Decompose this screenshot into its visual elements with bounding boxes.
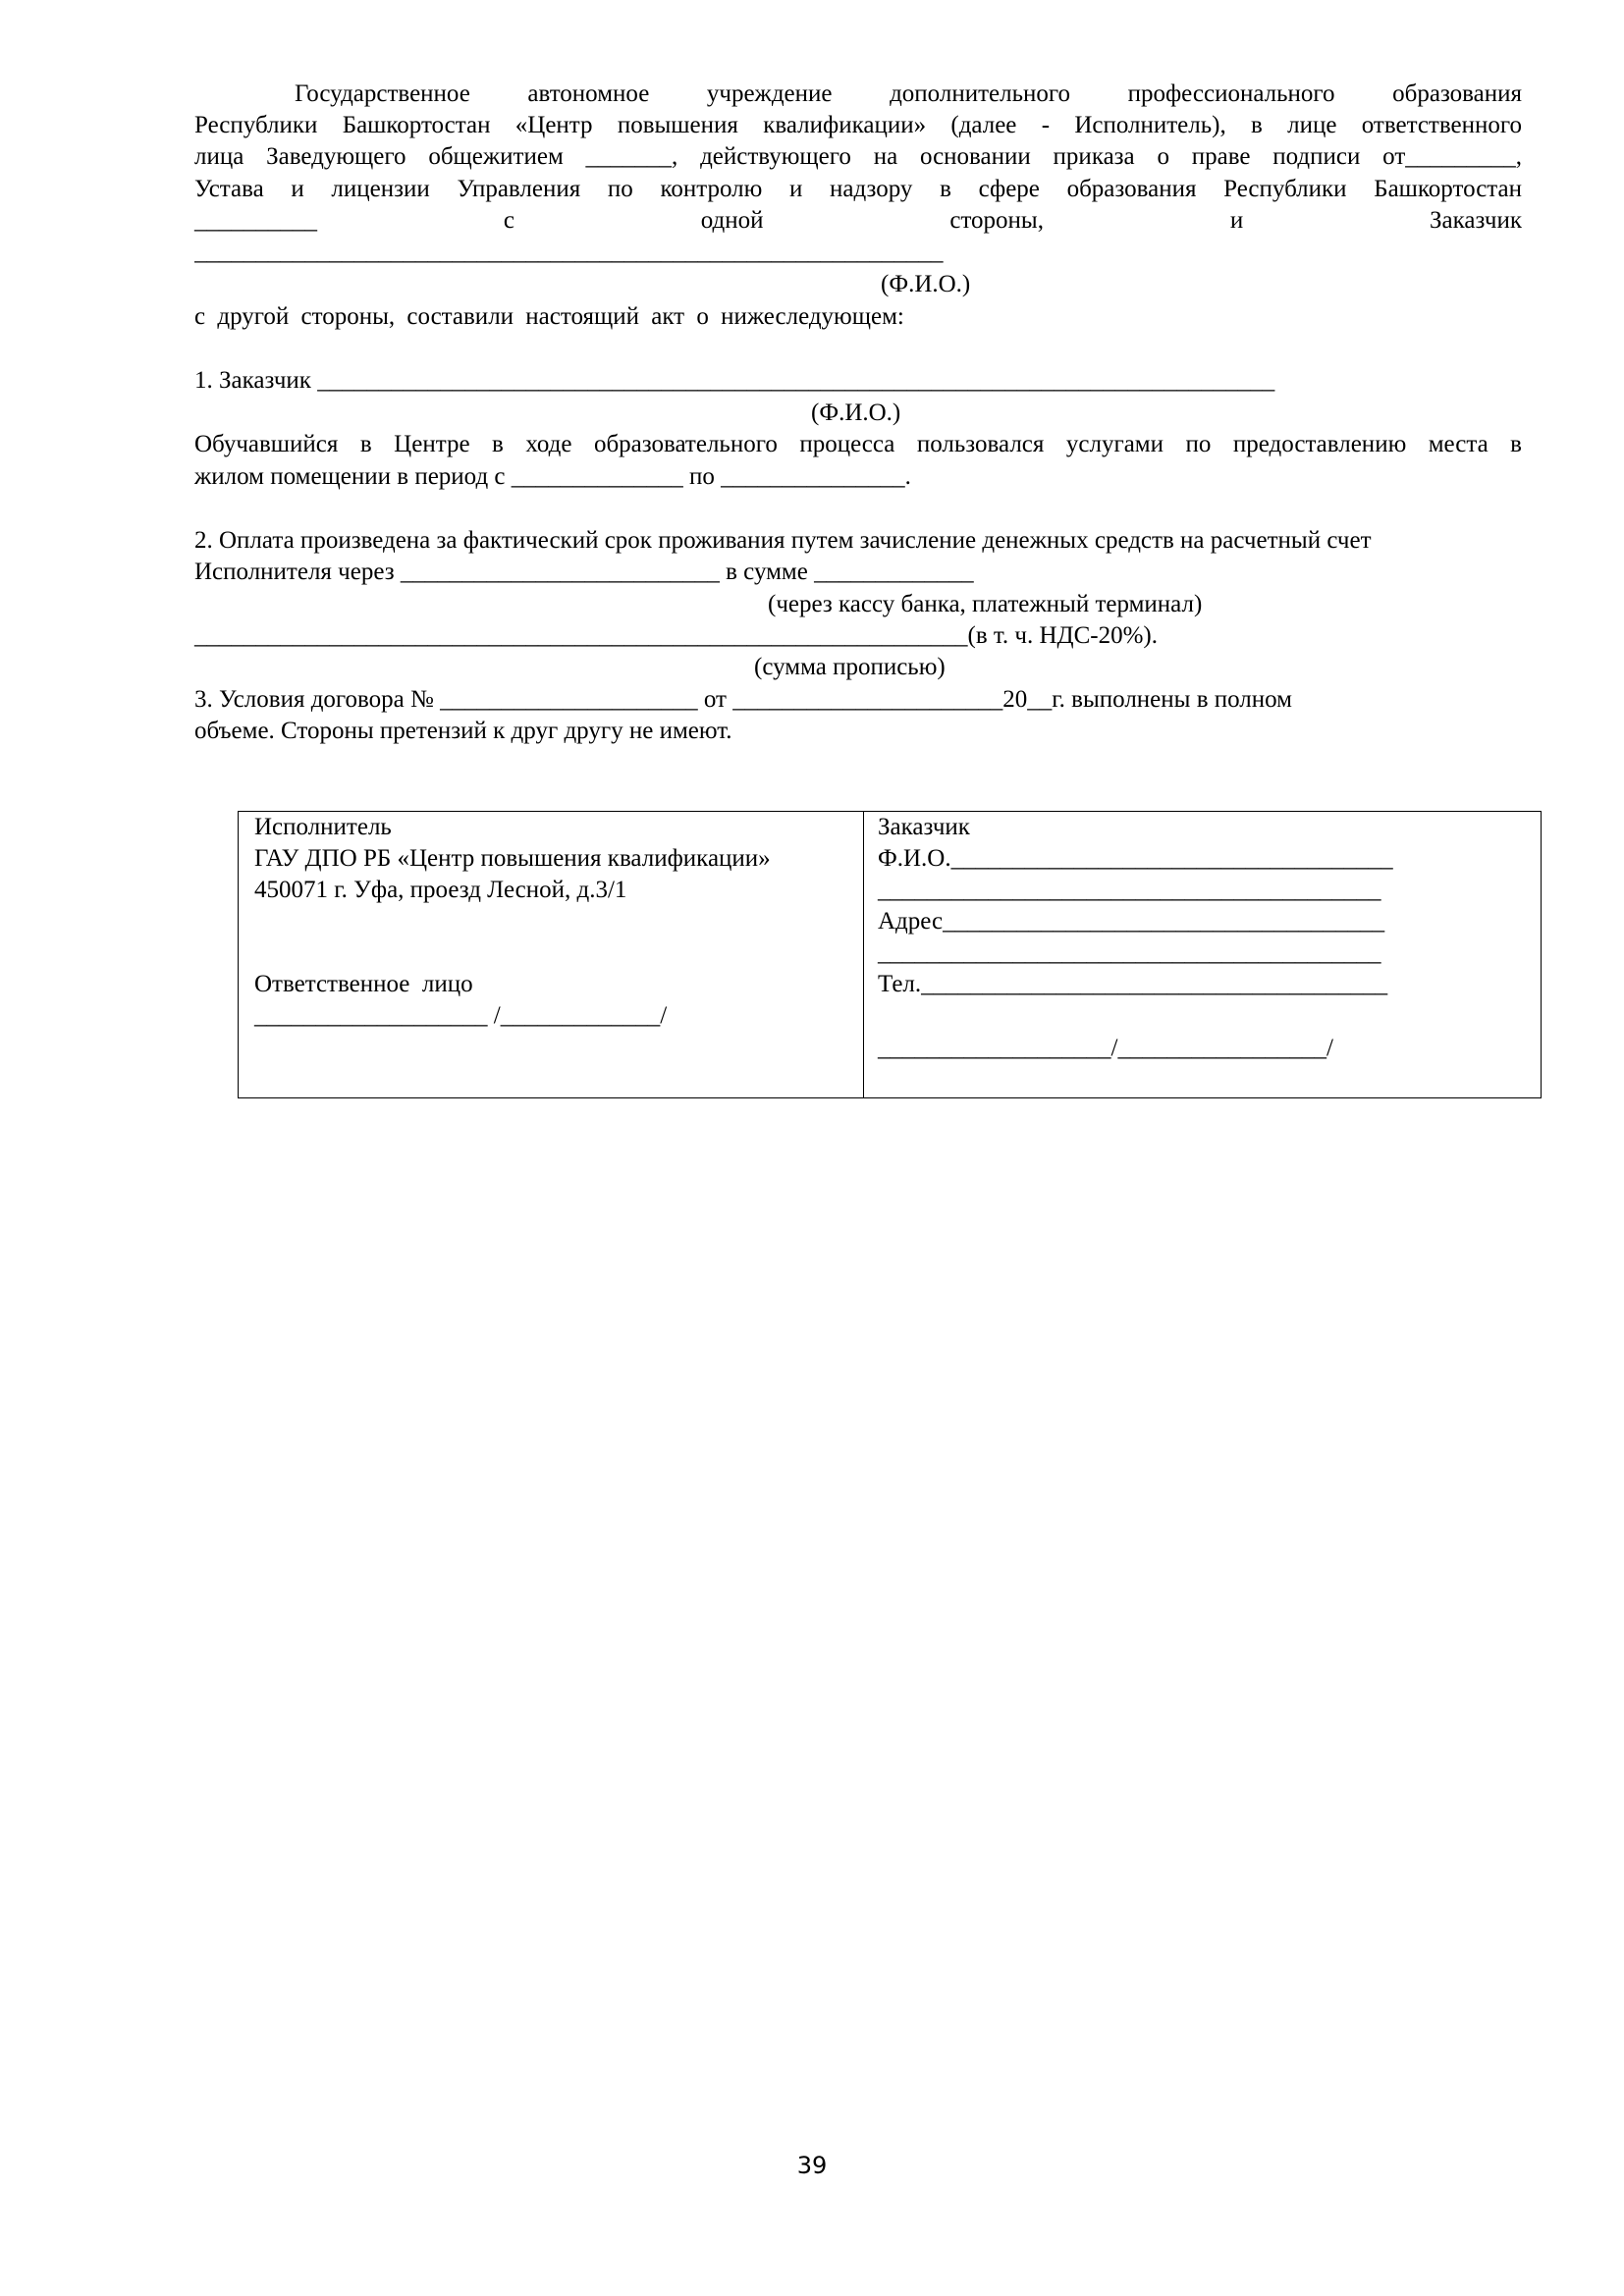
intro-line-4: Устава и лицензии Управления по контролю и надзору в сфере образования Республики Башкортостан <box>194 176 1522 202</box>
customer-phone-line: Тел.______________________________________ <box>878 971 1388 997</box>
customer-fio-line: Ф.И.О.____________________________________ <box>878 845 1393 872</box>
section3-line-2: объеме. Стороны претензий к друг другу не имеют. <box>194 718 732 744</box>
section1-line-3: жилом помещении в период с ______________ по _______________. <box>194 463 911 490</box>
section2-line-2: Исполнителя через __________________________ в сумме _____________ <box>194 559 974 585</box>
customer-address-line: Адрес____________________________________ <box>878 908 1385 934</box>
executor-heading: Исполнитель <box>254 814 392 840</box>
intro-line-3: лица Заведующего общежитием _______, действующего на основании приказа о праве подписи от_________, <box>194 143 1522 170</box>
customer-fio-line-cont: _________________________________________ <box>878 877 1381 903</box>
section2-sum-caption: (сумма прописью) <box>754 654 946 680</box>
section1-fio-caption: (Ф.И.О.) <box>811 400 901 426</box>
intro-line-1: Государственное автономное учреждение дополнительного профессионального образования <box>295 80 1522 107</box>
executor-signature-line: ___________________ /_____________/ <box>254 1002 668 1029</box>
executor-org: ГАУ ДПО РБ «Центр повышения квалификации» <box>254 845 771 872</box>
intro-line-7: с другой стороны, составили настоящий акт о нижеследующем: <box>194 303 904 330</box>
section2-line-1: 2. Оплата произведена за фактический срок проживания путем зачисление денежных средств на расчетный счет <box>194 527 1372 554</box>
section2-line-3: _______________________________________________________________(в т. ч. НДС-20%). <box>194 622 1159 649</box>
intro-line-6-blank: _____________________________________________________________ <box>194 239 944 265</box>
section2-method-caption: (через кассу банка, платежный терминал) <box>768 591 1203 617</box>
customer-address-line-cont: _________________________________________ <box>878 939 1381 966</box>
section1-line-2: Обучавшийся в Центре в ходе образовательного процесса пользовался услугами по предоставлению места в <box>194 431 1522 457</box>
customer-heading: Заказчик <box>878 814 970 840</box>
customer-signature-line: ___________________/_________________/ <box>878 1035 1333 1061</box>
signature-table-divider <box>863 812 864 1097</box>
section1-line-1: 1. Заказчик ______________________________________________________________________________ <box>194 367 1275 394</box>
executor-address: 450071 г. Уфа, проезд Лесной, д.3/1 <box>254 877 627 903</box>
intro-line-2: Республики Башкортостан «Центр повышения квалификации» (далее - Исполнитель), в лице ответственного <box>194 112 1522 138</box>
page-number: 39 <box>796 2152 828 2179</box>
section3-line-1: 3. Условия договора № _____________________ от ______________________20__г. выполнены в полном <box>194 686 1292 713</box>
executor-responsible-label: Ответственное лицо <box>254 971 473 997</box>
intro-line-5: __________ с одной стороны, и Заказчик <box>194 207 1522 234</box>
signature-table <box>238 811 1542 1098</box>
intro-fio-caption: (Ф.И.О.) <box>881 271 971 297</box>
